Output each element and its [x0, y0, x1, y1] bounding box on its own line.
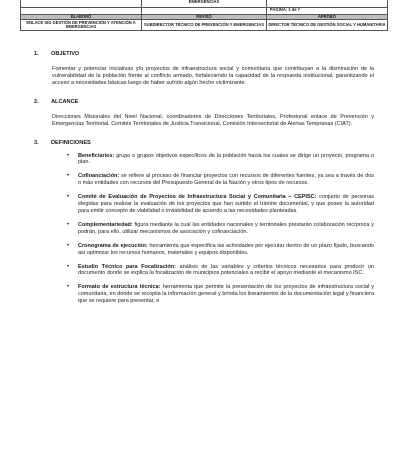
document-body	[34, 51, 374, 312]
bullet-icon: •	[67, 221, 70, 228]
header-top-title: EMERGENCIAS	[142, 0, 267, 7]
definition-item	[67, 243, 374, 257]
bullet-icon: •	[67, 242, 70, 249]
signer-prepared: ENLACE SIG GESTIÓN DE PREVENCIÓN Y ATENCIÓN A EMERGENCIAS	[21, 20, 142, 31]
section-number: 1.	[34, 51, 39, 57]
definition-text: herramienta que especifica las actividades por ejecutar dentro de un plazo fijado, buscando así optimizar los recursos humanos, materiales y equipos disponibles.	[78, 242, 374, 256]
section-heading-alcance	[34, 99, 374, 105]
definition-item	[67, 194, 374, 215]
section-title: ALCANCE	[51, 98, 79, 105]
bullet-icon: •	[67, 284, 70, 291]
bullet-icon: •	[67, 173, 70, 180]
definition-text: grupo o grupos objetivos específicos de la población hacia los cuales se dirige un proyecto, programa o plan.	[78, 152, 374, 166]
section-title: DEFINICIONES	[51, 139, 91, 146]
page-number-label: PÁGINA: 1 de 7	[266, 7, 387, 14]
section-number: 3.	[34, 139, 39, 146]
document-header-table	[20, 0, 388, 31]
definition-term: Estudio Técnico para Focalización:	[78, 263, 176, 270]
definition-term: Beneficiarios:	[78, 152, 115, 159]
bullet-icon: •	[67, 152, 70, 159]
definition-term: Cofinanciación:	[78, 173, 120, 180]
alcance-paragraph: Direcciones Misionales del Nivel Nacional, coordinadores de Direcciones Territoriales, Profesional enlace de Prevención y Emergencias Territorial. Comités Territoriales de Justicia Transicional, Comisión Intersectorial de Alertas Tempranas (CIAT).	[52, 113, 374, 127]
bullet-icon: •	[67, 194, 70, 201]
definition-item	[67, 264, 374, 278]
signer-reviewed: SUBDIRECTOR TÉCNICO DE PREVENCIÓN Y EMERGENCIAS	[142, 20, 267, 31]
role-approved: APROBÓ	[266, 14, 387, 20]
section-heading-objetivo	[34, 51, 374, 57]
objetivo-paragraph: Fomentar y potenciar iniciativas y/o proyectos de infraestructura social y comunitaria que contribuyan a la disminución de la vulnerabilidad de la población frente al conflicto armado, fortaleciendo la capacidad de la respuesta institucional, garantizando el acceso a necesidades básicas luego de haber sufrido algún hecho victimizante.	[52, 66, 374, 86]
bullet-icon: •	[67, 263, 70, 270]
section-number: 2.	[34, 98, 39, 105]
definition-text: figura mediante la cual las entidades nacionales y territoriales prestarán colaboración recíproca y podrán, para ello, utilizar mecanismos de asociación y cofinanciación.	[78, 221, 374, 235]
definition-text: análisis de las variables y criterios técnicos necesarios para producir un documento donde se explica la focalización de municipios potenciales a recibir el apoyo mediante el mecanismo ISC.	[78, 263, 374, 277]
definition-item	[67, 153, 374, 167]
section-title: OBJETIVO	[51, 51, 80, 57]
definition-text: conjunto de personas elegidas para realizar la evaluación de los proyectos que han surtido el trámite documental, y que posee la autoridad para emitir concepto de viabilidad o inviabilidad de acuerdo a las necesidades planteadas.	[78, 194, 375, 214]
role-reviewed: REVISÓ	[142, 14, 267, 20]
definition-term: Complementariedad:	[78, 221, 133, 228]
signer-approved: DIRECTOR TÉCNICO DE GESTIÓN SOCIAL Y HUMANITARIA	[266, 20, 387, 31]
definition-item	[67, 222, 374, 236]
definition-item	[67, 173, 374, 187]
role-prepared: ELABORÓ	[21, 14, 142, 20]
definition-text: se refiere al proceso de financiar proyectos con recursos de diferentes fuentes, ya sea a través de dos o más entidades con recursos del Presupuesto General de la Nación y otros tipos de recursos.	[78, 173, 374, 187]
section-heading-definiciones	[34, 140, 374, 146]
definition-term: Formato de estructura técnica:	[78, 284, 161, 291]
definition-term: Cronograma de ejecución:	[78, 242, 148, 249]
definition-item	[67, 284, 374, 305]
definition-term: Comité de Evaluación de Proyectos de Infraestructura Social y Comunitaria – CEPISC:	[78, 194, 317, 201]
definition-text: herramienta que permite la presentación de los proyectos de infraestructura social y comunitaria, en donde se recopila la información general y brinda los lineamientos de la documentación legal y financiera que se requiere para presentar, e	[78, 284, 374, 305]
definitions-list	[67, 153, 374, 306]
